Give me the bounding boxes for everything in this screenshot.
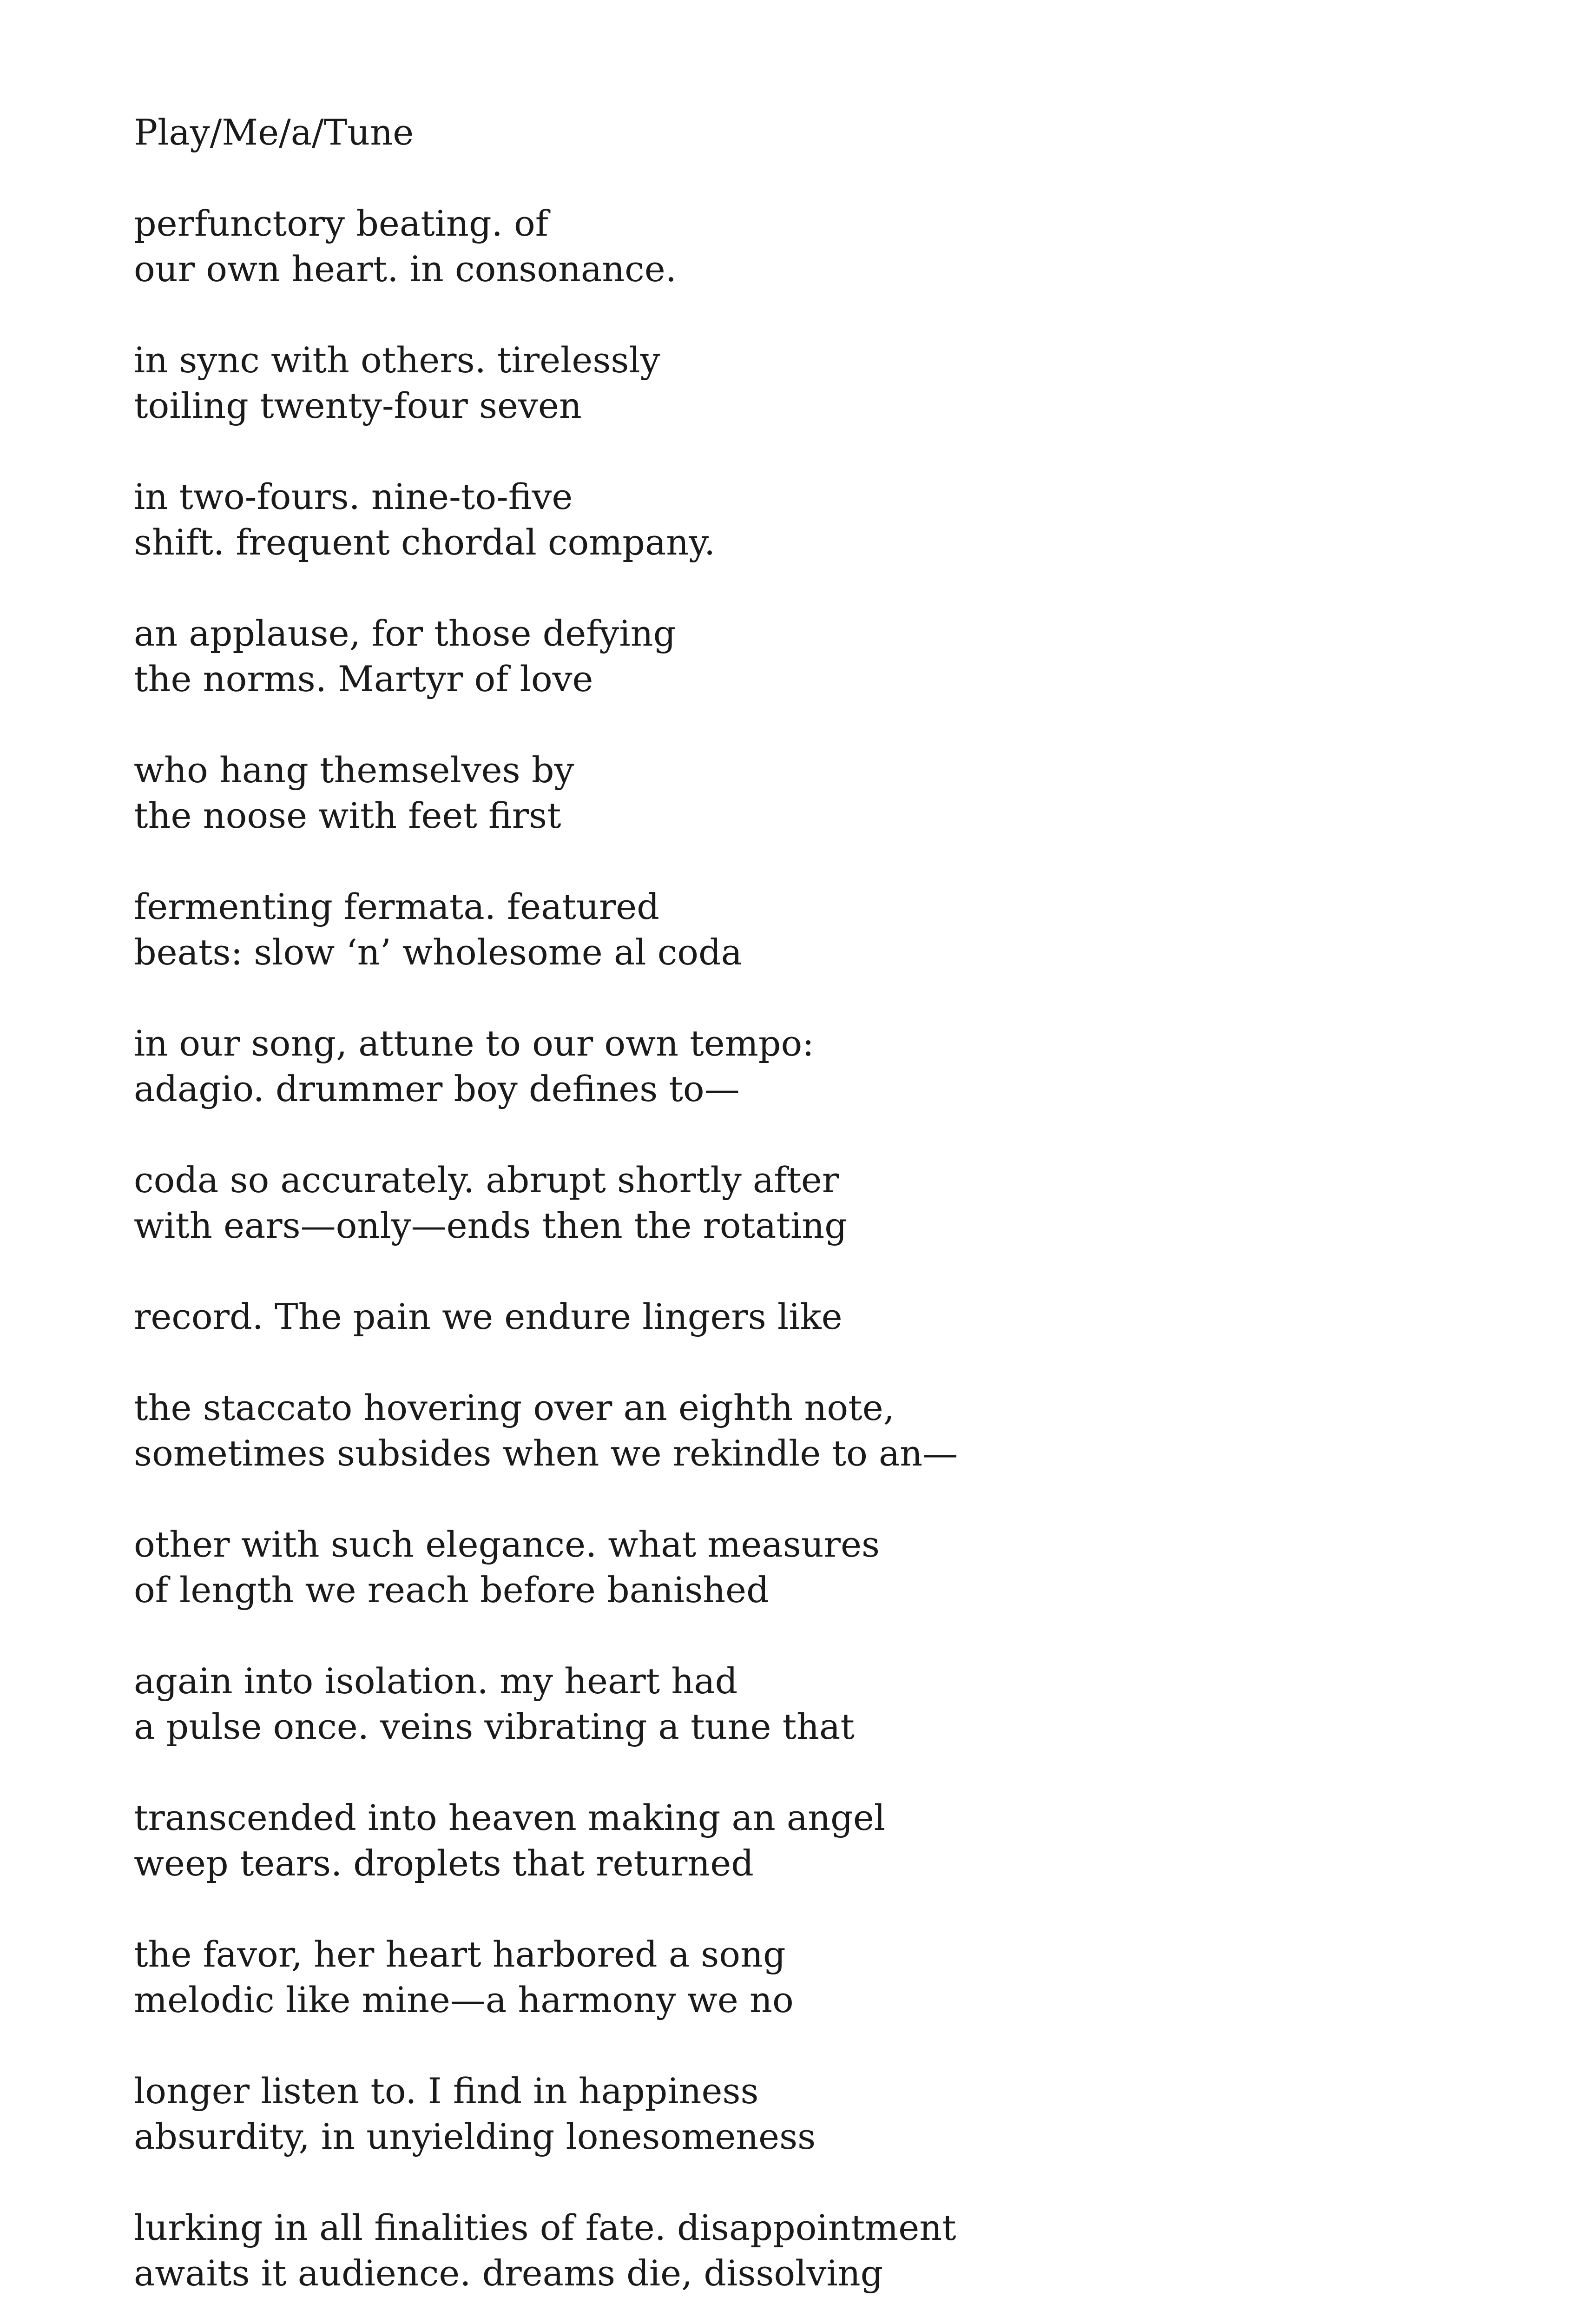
poem-line: other with such elegance. what measures	[134, 1524, 880, 1565]
poem-line: weep tears. droplets that returned	[134, 1842, 754, 1884]
poem-line: lurking in all finalities of fate. disappointment	[134, 2207, 956, 2248]
poem-line: the staccato hovering over an eighth note,	[134, 1387, 895, 1428]
stanza-12	[134, 1658, 1249, 1750]
poem-line: the noose with feet first	[134, 795, 561, 836]
poem-line: awaits it audience. dreams die, dissolving	[134, 2252, 883, 2294]
poem-line: in two-fours. nine-to-five	[134, 476, 573, 517]
stanza-13	[134, 1795, 1249, 1886]
poem-line: who hang themselves by	[134, 749, 574, 791]
stanza-9	[134, 1294, 1249, 1340]
stanza-14	[134, 1932, 1249, 2023]
poem-line: in our song, attune to our own tempo:	[134, 1023, 814, 1064]
poem-line: sometimes subsides when we rekindle to an—	[134, 1433, 958, 1474]
stanza-4	[134, 611, 1249, 702]
stanza-16	[134, 2205, 1249, 2296]
poem-line: the norms. Martyr of love	[134, 658, 593, 700]
stanza-10	[134, 1385, 1249, 1476]
poem-line: a pulse once. veins vibrating a tune that	[134, 1706, 855, 1747]
poem-line: again into isolation. my heart had	[134, 1660, 738, 1702]
poem-line: shift. frequent chordal company.	[134, 522, 716, 563]
stanza-11	[134, 1522, 1249, 1613]
poem-line: fermenting fermata. featured	[134, 886, 659, 927]
stanza-15	[134, 2068, 1249, 2159]
poem-line: transcended into heaven making an angel	[134, 1797, 886, 1838]
poem-line: an applause, for those defying	[134, 613, 676, 654]
poem-line: perfunctory beating. of	[134, 203, 548, 244]
poem-line: coda so accurately. abrupt shortly after	[134, 1159, 839, 1201]
stanza-3	[134, 474, 1249, 565]
poem-line: melodic like mine—a harmony we no	[134, 1979, 794, 2020]
stanza-1	[134, 201, 1249, 292]
stanza-2	[134, 337, 1249, 429]
poem-line: in sync with others. tirelessly	[134, 339, 660, 381]
stanza-6	[134, 884, 1249, 975]
poem-line: of length we reach before banished	[134, 1569, 769, 1611]
stanza-8	[134, 1157, 1249, 1248]
poem-line: longer listen to. I find in happiness	[134, 2070, 759, 2112]
poem-line: absurdity, in unyielding lonesomeness	[134, 2116, 816, 2157]
poem-line: with ears—only—ends then the rotating	[134, 1205, 847, 1246]
poem-line: the favor, her heart harbored a song	[134, 1934, 786, 1975]
poem	[134, 110, 1249, 2324]
poem-line: toiling twenty-four seven	[134, 385, 582, 426]
poem-line: beats: slow ‘n’ wholesome al coda	[134, 931, 742, 973]
stanza-5	[134, 747, 1249, 838]
poem-line: record. The pain we endure lingers like	[134, 1296, 843, 1337]
poem-line: our own heart. in consonance.	[134, 248, 677, 290]
poem-line: adagio. drummer boy defines to—	[134, 1068, 740, 1109]
poem-title: Play/Me/a/Tune	[134, 112, 414, 153]
stanza-7	[134, 1021, 1249, 1112]
